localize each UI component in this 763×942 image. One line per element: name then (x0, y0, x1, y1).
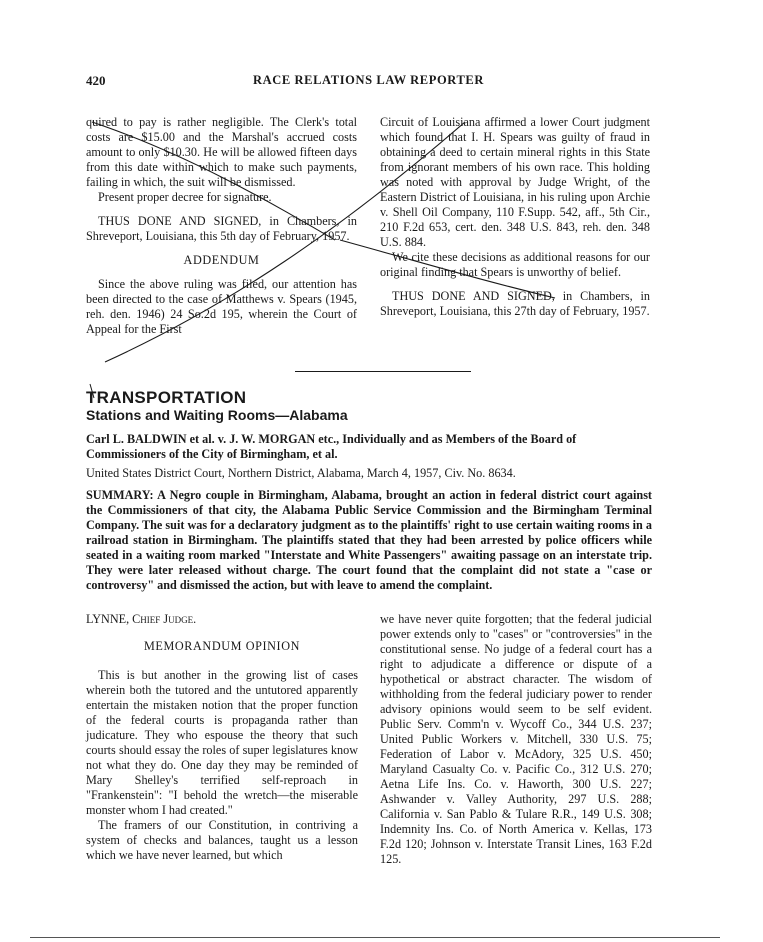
case-title: Carl L. BALDWIN et al. v. J. W. MORGAN etc., Individually and as Members of the Board of Commissioners of the City of Birmingham, et al. (86, 432, 577, 461)
top-left-column (86, 115, 357, 337)
paragraph-decree: Present proper decree for signature. (98, 190, 272, 204)
paragraph-opinion-3: we have never quite forgotten; that the federal judicial power extends only to "cases" or "controversies" in the constitutional sense. No judge of a federal court has a right to adjudicate a difference or dispute of a hypothetical or abstract character. The wisdom of withholding from the federal judiciary power to render advisory opinions would seem to be self evident. Public Serv. Comm'n v. Wycoff Co., 344 U.S. 237; United Public Workers v. Mitchell, 330 U.S. 75; Federation of Labor v. McAdory, 325 U.S. 450; Maryland Casualty Co. v. Pacific Co., 312 U.S. 270; Aetna Life Ins. Co. v. Haworth, 300 U.S. 227; Ashwander v. Valley Authority, 297 U.S. 288; California v. San Pablo & Tulare R.R., 149 U.S. 308; Indemnity Ins. Co. of North America v. Kellas, 173 F.2d 120; Johnson v. Interstate Transit Lines, 163 F.2d 125. (380, 612, 652, 866)
page-header (86, 73, 651, 91)
paragraph-signed-feb27: THUS DONE AND SIGNED, in Chambers, in Shreveport, Louisiana, this 27th day of February, 1957. (380, 289, 650, 318)
running-head: RACE RELATIONS LAW REPORTER (253, 73, 484, 87)
page-number: 420 (86, 73, 106, 88)
paragraph-signed-feb5: THUS DONE AND SIGNED, in Chambers, in Shreveport, Louisiana, this 5th day of February, 1957. (86, 214, 357, 243)
subtopic-heading: Stations and Waiting Rooms—Alabama (86, 407, 348, 423)
paragraph-opinion-1: This is but another in the growing list of cases wherein both the tutored and the untutored apparently entertain the mistaken notion that the proper function of the federal courts is propaganda rather than judicature. They who espouse the theory that such courts should essay the roles of super legislatures know not what they do. One day they may be reminded of Mary Shelley's terrified self-reproach in "Frankenstein": "I behold the wretch—the miserable monster whom I had created." (86, 668, 358, 817)
addendum-heading: ADDENDUM (183, 253, 260, 267)
case-summary: SUMMARY: A Negro couple in Birmingham, Alabama, brought an action in federal district court against the Commissioners of that city, the Alabama Public Service Commission and the Birmingham Terminal Company. The suit was for a declaratory judgment as to the plaintiffs' right to use certain waiting rooms in a railroad station in Birmingham. The plaintiffs stated that they had been arrested by police officers while seated in a waiting room marked "Interstate and White Passengers" awaiting passage on an interstate trip. They were later released without charge. The court found that the complaint did not state a "case or controversy" and dismissed the action, but with leave to amend the complaint. (86, 488, 652, 592)
footer-rule (30, 937, 720, 938)
judge-line: LYNNE, Chief Judge. (86, 612, 197, 626)
memorandum-heading: MEMORANDUM OPINION (143, 639, 301, 653)
paragraph-circuit: Circuit of Louisiana affirmed a lower Court judgment which found that I. H. Spears was guilty of fraud in obtaining a deed to certain mineral rights in this State from ignorant members of his own race. This holding was noted with approval by Judge Wright, of the Eastern District of Louisiana, in his ruling upon Archie v. Shell Oil Company, 110 F.Supp. 542, aff., 5th Cir., 210 F.2d 653, cert. den. 348 U.S. 843, reh. den. 348 U.S. 884. (380, 115, 650, 249)
court-line: United States District Court, Northern District, Alabama, March 4, 1957, Civ. No. 8634. (86, 466, 516, 480)
opinion-left-column (86, 612, 358, 863)
paragraph-addendum: Since the above ruling was filed, our attention has been directed to the case of Matthews v. Spears (1945, reh. den. 1946) 24 So.2d 195, wherein the Court of Appeal for the First (86, 277, 357, 336)
opinion-right-column (380, 612, 652, 867)
paragraph-opinion-2: The framers of our Constitution, in contriving a system of checks and balances, taught us a lesson which we have never learned, but which (86, 818, 358, 862)
section-divider (295, 371, 471, 372)
topic-heading: TRANSPORTATION (86, 388, 247, 407)
paragraph-cite: We cite these decisions as additional reasons for our original finding that Spears is unworthy of belief. (380, 250, 650, 279)
paragraph-costs: quired to pay is rather negligible. The Clerk's total costs are $15.00 and the Marshal's accrued costs amount to only $10.30. He will be allowed fifteen days from this date within which to make such payments, failing in which, the suit will be dismissed. (86, 115, 357, 189)
top-right-column (380, 115, 650, 319)
